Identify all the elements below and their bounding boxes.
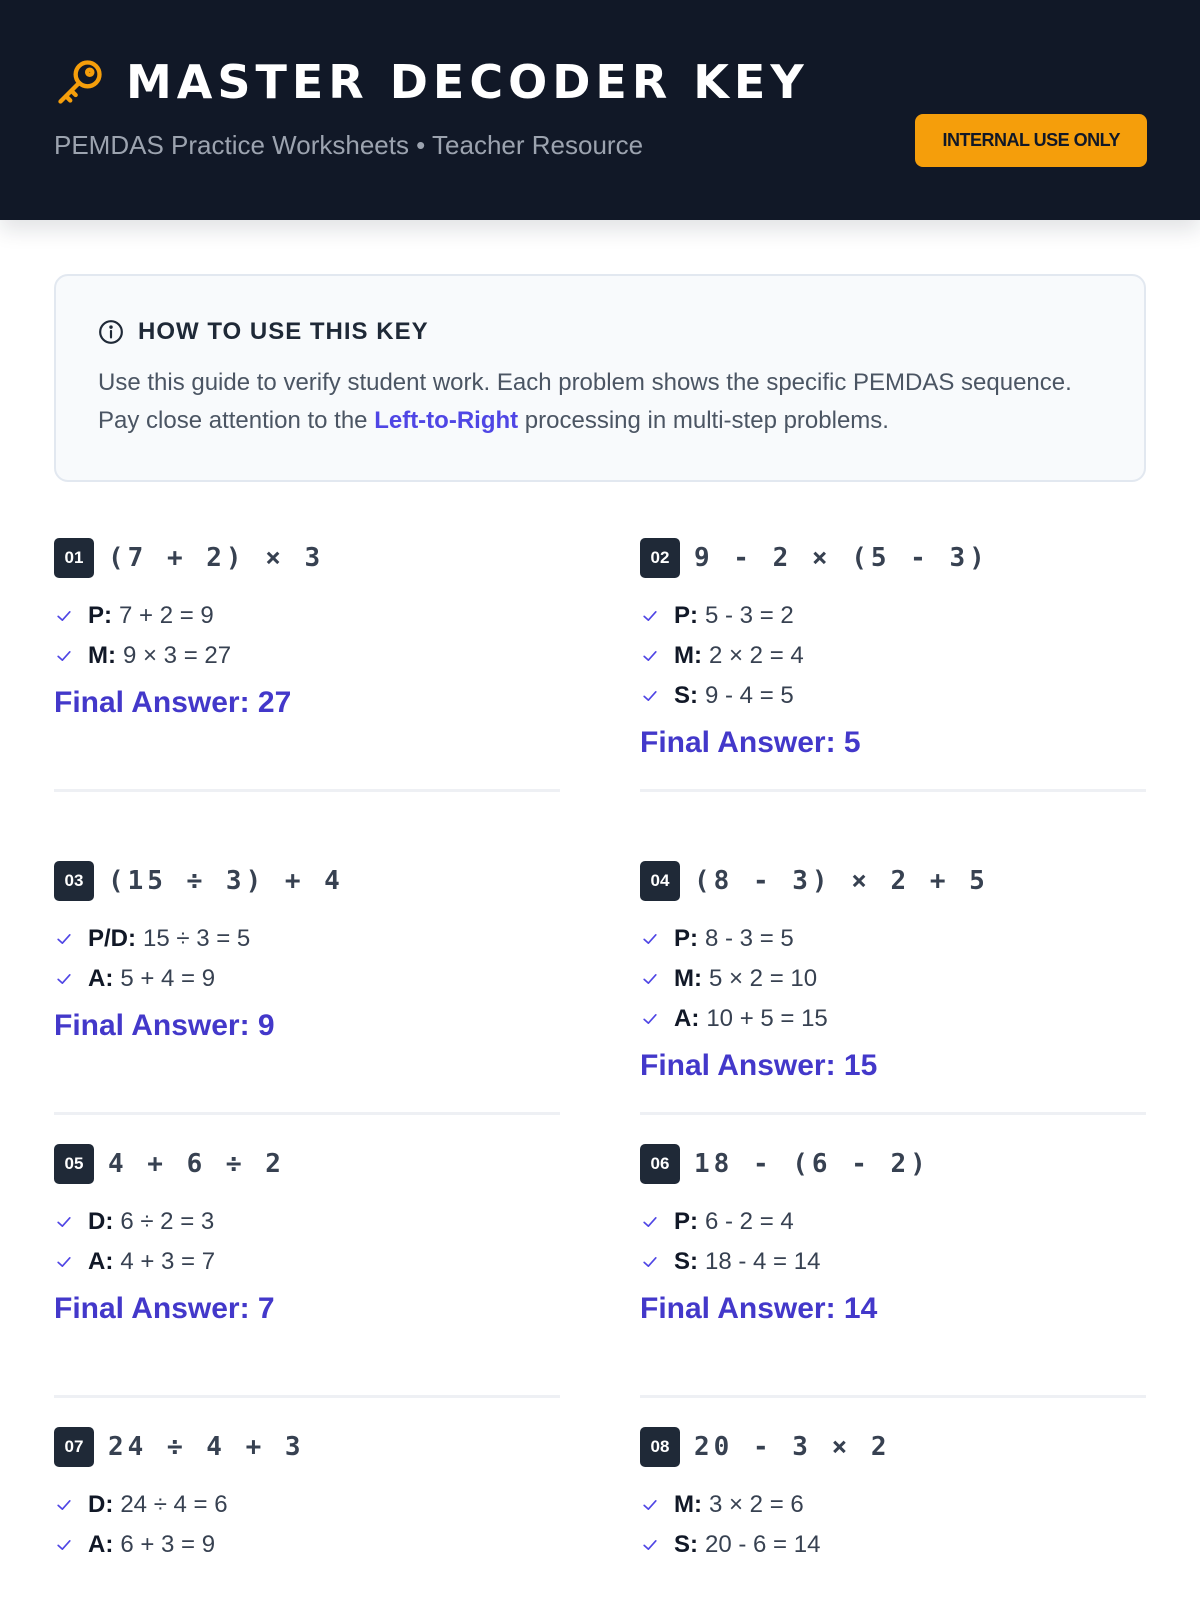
instructions-heading-row bbox=[98, 318, 1102, 346]
instructions-text-start: Use this guide to verify student work. Each problem shows the specific PEMDAS sequence. Pay close attention to the bbox=[98, 369, 1072, 434]
step-calculation: 5 × 2 = 10 bbox=[708, 965, 818, 992]
problem-card bbox=[640, 538, 1146, 766]
solution-step bbox=[54, 1242, 560, 1282]
step-operation-label: P: bbox=[674, 1208, 698, 1235]
step-calculation: 2 × 2 = 4 bbox=[708, 642, 804, 669]
step-calculation: 6 ÷ 2 = 3 bbox=[120, 1208, 215, 1235]
final-answer: Final Answer: 9 bbox=[54, 1009, 275, 1042]
step-calculation: 6 + 3 = 9 bbox=[120, 1531, 216, 1558]
solution-step bbox=[640, 636, 1146, 676]
step-operation-label: M: bbox=[674, 642, 702, 669]
problem-number-badge: 04 bbox=[640, 861, 680, 901]
solution-steps bbox=[640, 919, 1146, 1039]
solution-step bbox=[640, 919, 1146, 959]
step-calculation: 20 - 6 = 14 bbox=[705, 1531, 821, 1558]
instructions-text-end: processing in multi-step problems. bbox=[518, 407, 889, 434]
step-operation-label: S: bbox=[674, 682, 698, 709]
problem-header bbox=[54, 538, 560, 578]
problem-header bbox=[640, 1144, 1146, 1184]
check-icon bbox=[54, 1535, 74, 1555]
problem-card bbox=[54, 1144, 560, 1332]
step-operation-label: P: bbox=[88, 602, 112, 629]
step-calculation: 7 + 2 = 9 bbox=[119, 602, 214, 629]
step-operation-label: M: bbox=[674, 1491, 702, 1518]
problem-divider bbox=[54, 789, 560, 792]
solution-step bbox=[640, 1242, 1146, 1282]
step-operation-label: D: bbox=[88, 1491, 114, 1518]
problem-expression: 20 - 3 × 2 bbox=[694, 1432, 891, 1462]
problem-divider bbox=[640, 1395, 1146, 1398]
step-operation-label: A: bbox=[88, 965, 114, 992]
solution-steps bbox=[640, 1202, 1146, 1282]
solution-step bbox=[640, 1525, 1146, 1565]
problem-expression: 9 - 2 × (5 - 3) bbox=[694, 543, 989, 573]
instructions-box bbox=[54, 274, 1146, 482]
problem-divider bbox=[640, 789, 1146, 792]
check-icon bbox=[640, 1535, 660, 1555]
solution-steps bbox=[640, 1485, 1146, 1565]
step-calculation: 4 + 3 = 7 bbox=[120, 1248, 216, 1275]
problem-card bbox=[640, 1427, 1146, 1565]
problem-card bbox=[54, 861, 560, 1049]
step-operation-label: M: bbox=[674, 965, 702, 992]
problem-header bbox=[640, 1427, 1146, 1467]
solution-steps bbox=[54, 1202, 560, 1282]
step-operation-label: M: bbox=[88, 642, 116, 669]
problem-expression: (8 - 3) × 2 + 5 bbox=[694, 866, 989, 896]
check-icon bbox=[640, 686, 660, 706]
problem-number-badge: 06 bbox=[640, 1144, 680, 1184]
solution-step bbox=[54, 959, 560, 999]
step-operation-label: S: bbox=[674, 1248, 698, 1275]
info-icon bbox=[98, 319, 124, 345]
step-calculation: 15 ÷ 3 = 5 bbox=[143, 925, 251, 952]
key-icon bbox=[54, 56, 106, 108]
final-answer: Final Answer: 14 bbox=[640, 1292, 878, 1325]
solution-step bbox=[640, 999, 1146, 1039]
problem-expression: 18 - (6 - 2) bbox=[694, 1149, 930, 1179]
instructions-text bbox=[98, 364, 1108, 440]
solution-step bbox=[54, 1485, 560, 1525]
step-calculation: 24 ÷ 4 = 6 bbox=[120, 1491, 228, 1518]
check-icon bbox=[640, 929, 660, 949]
check-icon bbox=[54, 929, 74, 949]
problem-number-badge: 07 bbox=[54, 1427, 94, 1467]
solution-step bbox=[640, 596, 1146, 636]
page-subtitle: PEMDAS Practice Worksheets • Teacher Resource bbox=[54, 130, 644, 160]
problem-divider bbox=[640, 1112, 1146, 1115]
problem-expression: (15 ÷ 3) + 4 bbox=[108, 866, 344, 896]
final-answer: Final Answer: 15 bbox=[640, 1049, 878, 1082]
check-icon bbox=[640, 1009, 660, 1029]
problem-card bbox=[54, 1427, 560, 1565]
step-calculation: 9 - 4 = 5 bbox=[705, 682, 794, 709]
problem-expression: 4 + 6 ÷ 2 bbox=[108, 1149, 285, 1179]
step-operation-label: A: bbox=[88, 1248, 114, 1275]
problem-card bbox=[640, 1144, 1146, 1332]
solution-steps bbox=[54, 1485, 560, 1565]
step-calculation: 5 - 3 = 2 bbox=[705, 602, 794, 629]
problem-divider bbox=[54, 1395, 560, 1398]
problem-card bbox=[54, 538, 560, 726]
problem-number-badge: 01 bbox=[54, 538, 94, 578]
problem-number-badge: 08 bbox=[640, 1427, 680, 1467]
solution-step bbox=[640, 959, 1146, 999]
check-icon bbox=[640, 1212, 660, 1232]
step-calculation: 5 + 4 = 9 bbox=[120, 965, 216, 992]
solution-step bbox=[54, 1202, 560, 1242]
page-title: MASTER DECODER KEY bbox=[126, 55, 809, 109]
problem-divider bbox=[54, 1112, 560, 1115]
solution-step bbox=[640, 676, 1146, 716]
problem-number-badge: 03 bbox=[54, 861, 94, 901]
solution-step bbox=[54, 919, 560, 959]
problem-number-badge: 05 bbox=[54, 1144, 94, 1184]
solution-step bbox=[54, 1525, 560, 1565]
step-operation-label: A: bbox=[674, 1005, 700, 1032]
solution-step bbox=[640, 1485, 1146, 1525]
problem-card bbox=[640, 861, 1146, 1089]
problem-header bbox=[54, 1427, 560, 1467]
problem-expression: 24 ÷ 4 + 3 bbox=[108, 1432, 305, 1462]
final-answer: Final Answer: 27 bbox=[54, 686, 292, 719]
left-to-right-highlight: Left-to-Right bbox=[374, 407, 519, 434]
check-icon bbox=[640, 606, 660, 626]
title-row bbox=[54, 52, 809, 112]
instructions-heading: HOW TO USE THIS KEY bbox=[138, 318, 429, 345]
check-icon bbox=[640, 969, 660, 989]
check-icon bbox=[54, 646, 74, 666]
final-answer: Final Answer: 7 bbox=[54, 1292, 275, 1325]
check-icon bbox=[54, 969, 74, 989]
step-operation-label: P: bbox=[674, 602, 698, 629]
solution-steps bbox=[54, 919, 560, 999]
check-icon bbox=[54, 1495, 74, 1515]
check-icon bbox=[640, 1252, 660, 1272]
step-operation-label: D: bbox=[88, 1208, 114, 1235]
check-icon bbox=[54, 606, 74, 626]
step-operation-label: P: bbox=[674, 925, 698, 952]
step-operation-label: A: bbox=[88, 1531, 114, 1558]
solution-step bbox=[54, 596, 560, 636]
internal-use-badge: INTERNAL USE ONLY bbox=[915, 114, 1147, 167]
solution-step bbox=[54, 636, 560, 676]
check-icon bbox=[640, 646, 660, 666]
solution-steps bbox=[640, 596, 1146, 716]
step-operation-label: S: bbox=[674, 1531, 698, 1558]
header bbox=[0, 0, 1200, 220]
step-operation-label: P/D: bbox=[88, 925, 136, 952]
check-icon bbox=[54, 1252, 74, 1272]
step-calculation: 18 - 4 = 14 bbox=[705, 1248, 821, 1275]
step-calculation: 8 - 3 = 5 bbox=[705, 925, 794, 952]
problem-header bbox=[640, 538, 1146, 578]
problem-expression: (7 + 2) × 3 bbox=[108, 543, 325, 573]
solution-step bbox=[640, 1202, 1146, 1242]
step-calculation: 10 + 5 = 15 bbox=[706, 1005, 828, 1032]
step-calculation: 3 × 2 = 6 bbox=[708, 1491, 804, 1518]
solution-steps bbox=[54, 596, 560, 676]
problem-header bbox=[54, 861, 560, 901]
final-answer: Final Answer: 5 bbox=[640, 726, 861, 759]
step-calculation: 6 - 2 = 4 bbox=[705, 1208, 794, 1235]
problem-number-badge: 02 bbox=[640, 538, 680, 578]
problem-header bbox=[640, 861, 1146, 901]
step-calculation: 9 × 3 = 27 bbox=[122, 642, 232, 669]
check-icon bbox=[640, 1495, 660, 1515]
check-icon bbox=[54, 1212, 74, 1232]
problem-header bbox=[54, 1144, 560, 1184]
